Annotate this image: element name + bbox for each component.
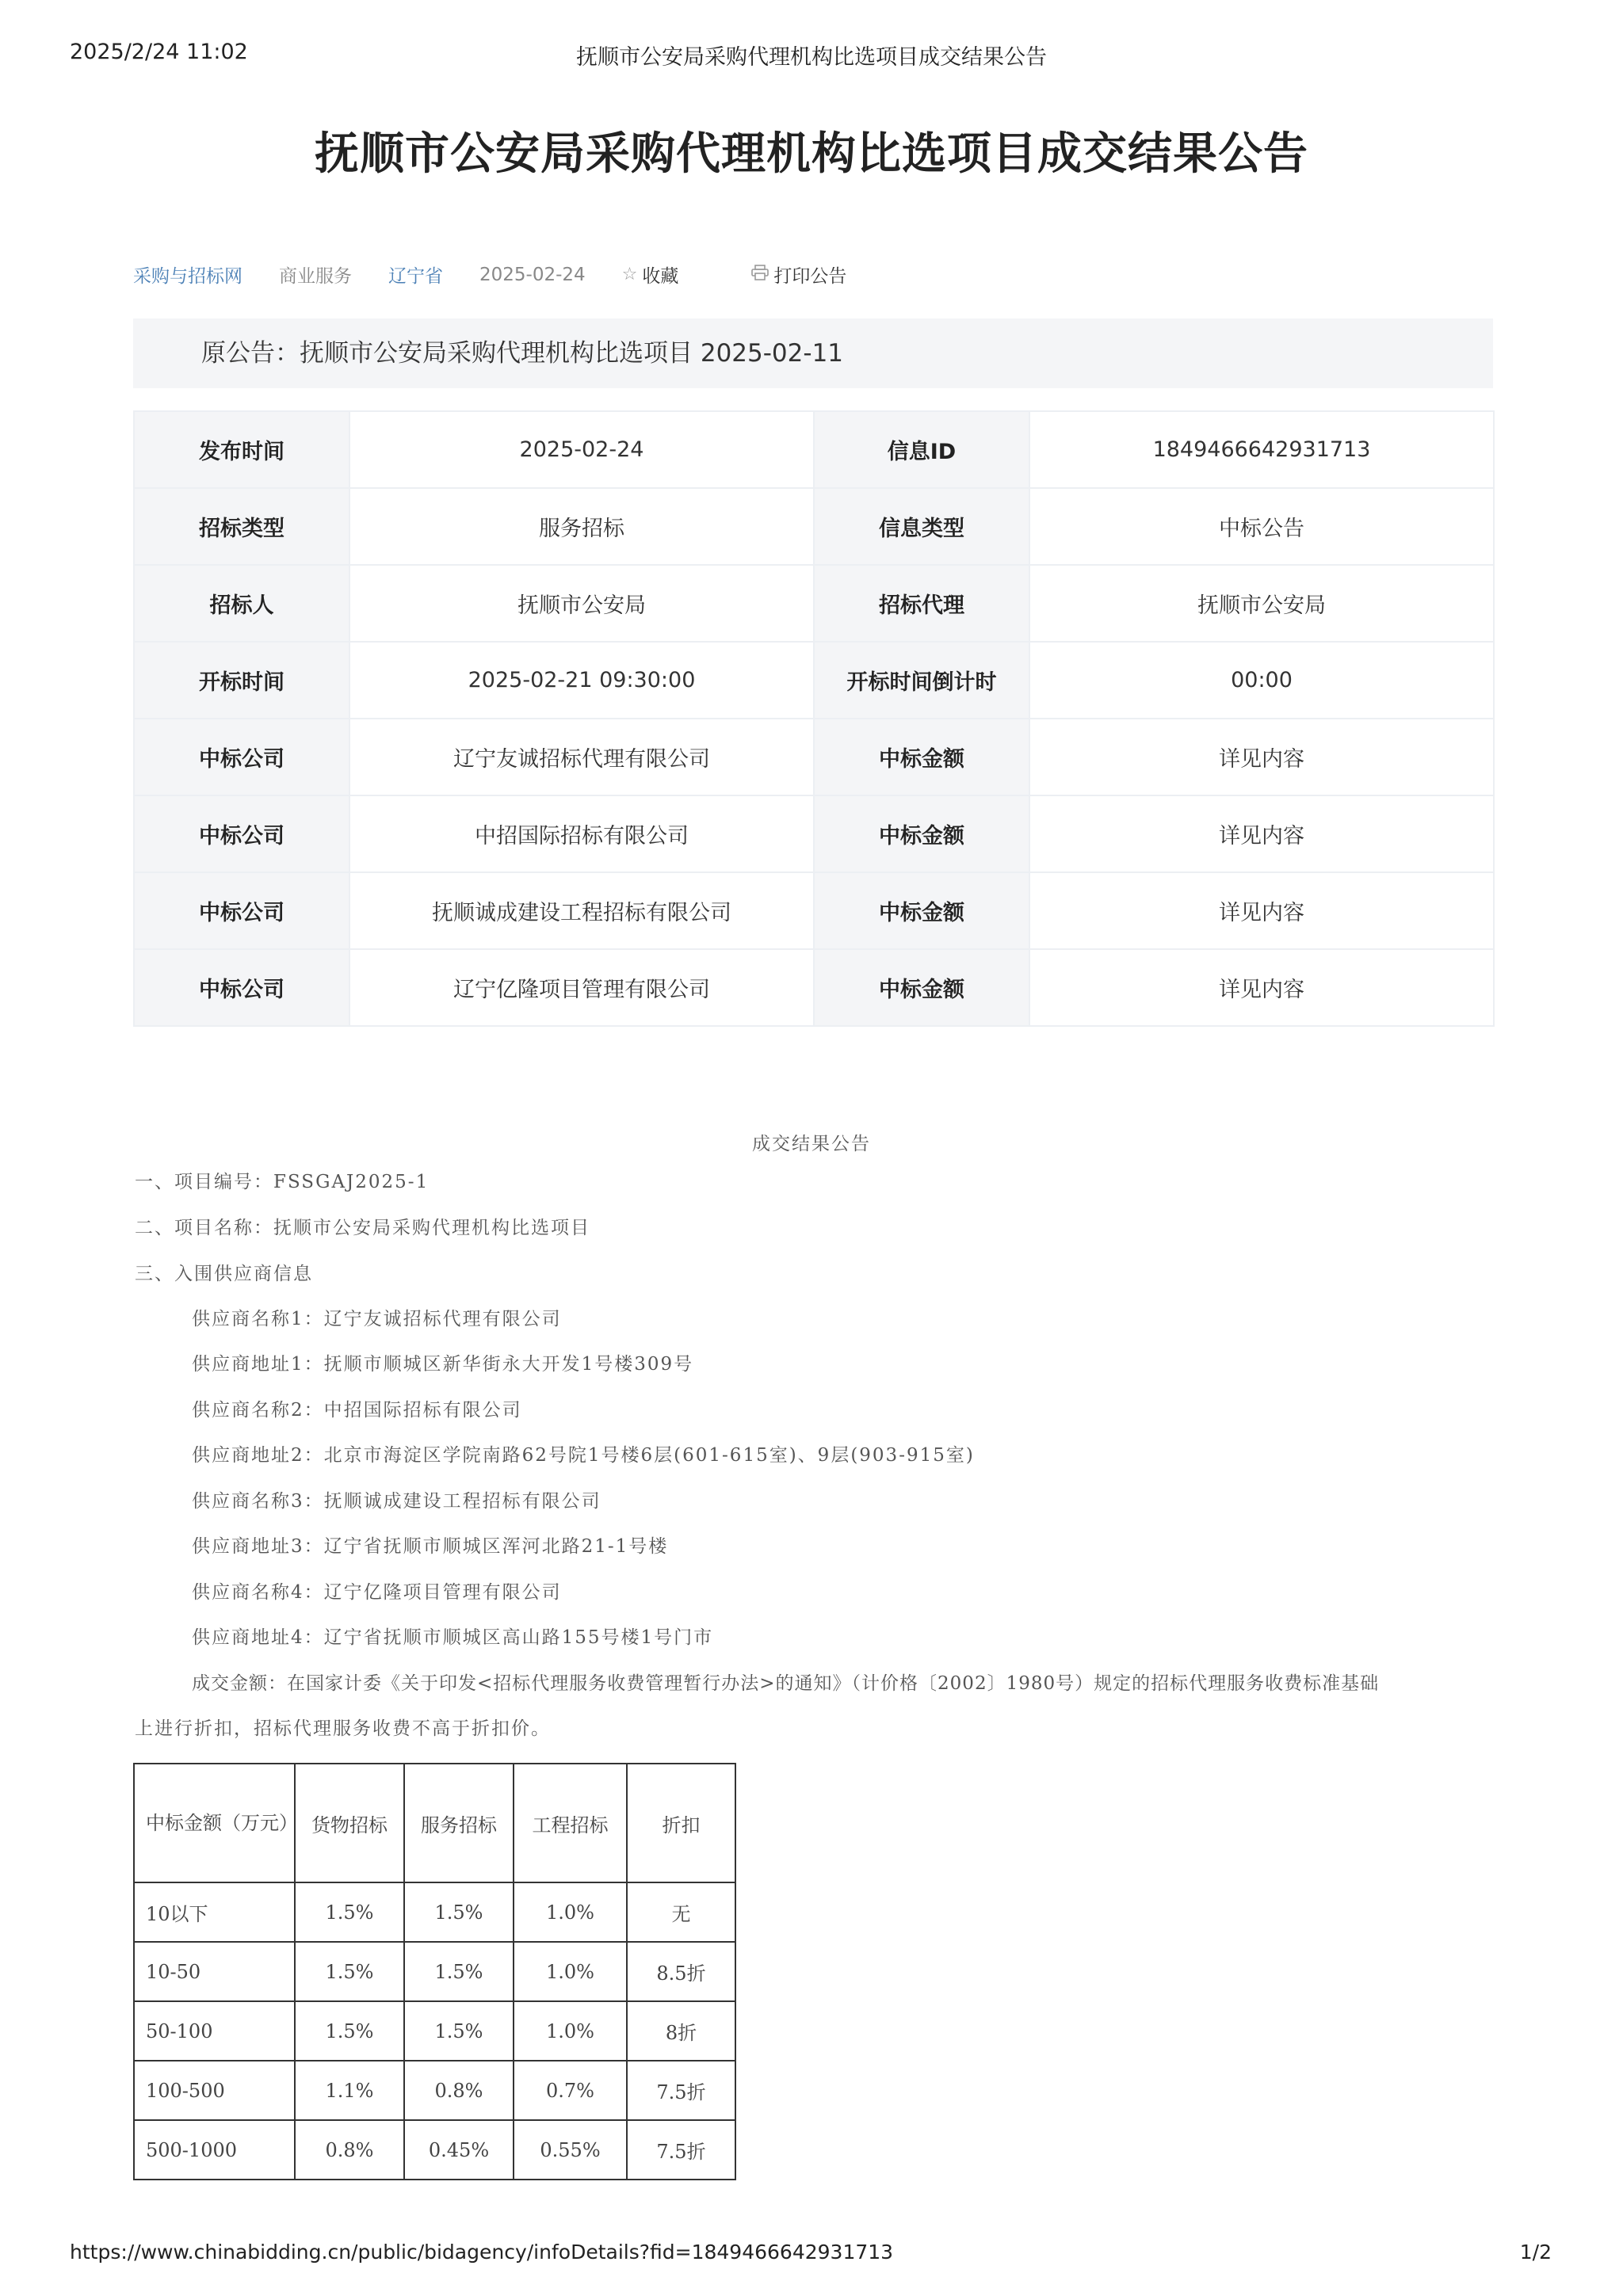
fee-cell: 1.5% — [295, 2001, 404, 2061]
fee-cell: 0.55% — [514, 2120, 627, 2180]
info-label: 开标时间倒计时 — [814, 642, 1029, 719]
amount-text-line1: 成交金额：在国家计委《关于印发<招标代理服务收费管理暂行办法>的通知》（计价格〔2002〕1980号）规定的招标代理服务收费标准基础 — [192, 1673, 1380, 1694]
fee-table-header — [134, 1764, 735, 1882]
info-row — [134, 795, 1494, 872]
fee-header-cell: 服务招标 — [404, 1764, 514, 1882]
fee-header-cell: 中标金额（万元） — [134, 1764, 295, 1882]
info-table — [133, 410, 1495, 1027]
info-value: 辽宁亿隆项目管理有限公司 — [349, 949, 814, 1026]
page-title: 抚顺市公安局采购代理机构比选项目成交结果公告 — [315, 128, 1308, 180]
info-label: 中标公司 — [134, 719, 349, 795]
info-row — [134, 565, 1494, 642]
fee-cell: 8折 — [627, 2001, 735, 2061]
info-label: 信息ID — [814, 411, 1029, 488]
fee-cell: 100-500 — [134, 2061, 295, 2120]
info-label: 招标人 — [134, 565, 349, 642]
fee-row — [134, 1882, 735, 1942]
info-label: 中标金额 — [814, 795, 1029, 872]
fee-row — [134, 1942, 735, 2001]
fee-cell: 1.0% — [514, 1882, 627, 1942]
info-value: 2025-02-24 — [349, 411, 814, 488]
fee-header-cell: 折扣 — [627, 1764, 735, 1882]
info-row — [134, 411, 1494, 488]
fee-cell: 1.0% — [514, 1942, 627, 2001]
info-label: 中标公司 — [134, 949, 349, 1026]
fee-table — [133, 1763, 736, 2180]
fee-cell: 1.5% — [295, 1882, 404, 1942]
fee-cell: 7.5折 — [627, 2120, 735, 2180]
fee-cell: 0.45% — [404, 2120, 514, 2180]
fee-cell: 1.5% — [404, 1942, 514, 2001]
supplier-line: 供应商地址3：辽宁省抚顺市顺城区浑河北路21-1号楼 — [192, 1536, 669, 1557]
fee-cell: 50-100 — [134, 2001, 295, 2061]
fee-cell: 7.5折 — [627, 2061, 735, 2120]
meta-region-link[interactable]: 辽宁省 — [388, 266, 443, 287]
info-value: 1849466642931713 — [1029, 411, 1494, 488]
info-row — [134, 719, 1494, 795]
fee-cell: 无 — [627, 1882, 735, 1942]
fee-cell: 0.8% — [404, 2061, 514, 2120]
info-value: 00:00 — [1029, 642, 1494, 719]
fee-row — [134, 2120, 735, 2180]
info-value: 2025-02-21 09:30:00 — [349, 642, 814, 719]
fee-cell: 8.5折 — [627, 1942, 735, 2001]
fee-cell: 1.1% — [295, 2061, 404, 2120]
supplier-info-heading: 三、入围供应商信息 — [135, 1264, 313, 1284]
section-title: 成交结果公告 — [752, 1134, 871, 1154]
info-label: 招标类型 — [134, 488, 349, 565]
info-value: 抚顺市公安局 — [1029, 565, 1494, 642]
info-value: 详见内容 — [1029, 949, 1494, 1026]
info-row — [134, 488, 1494, 565]
info-label: 信息类型 — [814, 488, 1029, 565]
fee-cell: 0.7% — [514, 2061, 627, 2120]
print-page-title: 抚顺市公安局采购代理机构比选项目成交结果公告 — [576, 45, 1047, 70]
fee-header-cell: 工程招标 — [514, 1764, 627, 1882]
supplier-line: 供应商名称2：中招国际招标有限公司 — [192, 1400, 522, 1421]
print-button[interactable] — [751, 261, 883, 288]
meta-site-link[interactable]: 采购与招标网 — [133, 266, 242, 287]
supplier-line: 供应商地址2：北京市海淀区学院南路62号院1号楼6层(601-615室)、9层(903-915室) — [192, 1445, 975, 1466]
info-row — [134, 642, 1494, 719]
fee-cell: 10以下 — [134, 1882, 295, 1942]
info-value: 中招国际招标有限公司 — [349, 795, 814, 872]
meta-bar — [133, 261, 919, 288]
print-page-number: 1/2 — [1519, 2241, 1552, 2264]
info-label: 招标代理 — [814, 565, 1029, 642]
info-row — [134, 949, 1494, 1026]
supplier-line: 供应商名称4：辽宁亿隆项目管理有限公司 — [192, 1582, 562, 1603]
info-value: 详见内容 — [1029, 795, 1494, 872]
printer-icon — [751, 265, 769, 285]
project-name: 二、项目名称：抚顺市公安局采购代理机构比选项目 — [135, 1218, 590, 1238]
fee-cell: 1.0% — [514, 2001, 627, 2061]
project-number: 一、项目编号：FSSGAJ2025-1 — [135, 1172, 430, 1192]
info-value: 中标公告 — [1029, 488, 1494, 565]
info-value: 辽宁友诚招标代理有限公司 — [349, 719, 814, 795]
fee-cell: 500-1000 — [134, 2120, 295, 2180]
supplier-line: 供应商名称3：抚顺诚成建设工程招标有限公司 — [192, 1491, 601, 1512]
fee-header-cell: 货物招标 — [295, 1764, 404, 1882]
info-value: 服务招标 — [349, 488, 814, 565]
supplier-line: 供应商地址4：辽宁省抚顺市顺城区高山路155号楼1号门市 — [192, 1627, 714, 1648]
info-label: 中标金额 — [814, 872, 1029, 949]
fee-cell: 10-50 — [134, 1942, 295, 2001]
info-label: 开标时间 — [134, 642, 349, 719]
info-label: 中标公司 — [134, 795, 349, 872]
print-footer-url: https://www.chinabidding.cn/public/bidagency/infoDetails?fid=1849466642931713 — [70, 2241, 894, 2264]
info-value: 详见内容 — [1029, 719, 1494, 795]
info-label: 中标公司 — [134, 872, 349, 949]
meta-category: 商业服务 — [279, 266, 352, 287]
info-label: 中标金额 — [814, 719, 1029, 795]
original-notice-link[interactable]: 原公告：抚顺市公安局采购代理机构比选项目 2025-02-11 — [133, 318, 1493, 388]
meta-date: 2025-02-24 — [479, 264, 586, 285]
info-value: 抚顺诚成建设工程招标有限公司 — [349, 872, 814, 949]
favorite-button[interactable] — [622, 261, 716, 288]
fee-row — [134, 2061, 735, 2120]
fee-cell: 1.5% — [295, 1942, 404, 2001]
info-row — [134, 872, 1494, 949]
info-label: 中标金额 — [814, 949, 1029, 1026]
print-label: 打印公告 — [773, 266, 847, 287]
supplier-line: 供应商地址1：抚顺市顺城区新华街永大开发1号楼309号 — [192, 1354, 694, 1375]
supplier-line: 供应商名称1：辽宁友诚招标代理有限公司 — [192, 1309, 562, 1329]
fee-cell: 0.8% — [295, 2120, 404, 2180]
info-value: 详见内容 — [1029, 872, 1494, 949]
print-datetime: 2025/2/24 11:02 — [70, 40, 248, 64]
info-value: 抚顺市公安局 — [349, 565, 814, 642]
fee-cell: 1.5% — [404, 1882, 514, 1942]
star-icon: ☆ — [621, 265, 638, 284]
fee-row — [134, 2001, 735, 2061]
amount-text-line2: 上进行折扣，招标代理服务收费不高于折扣价。 — [135, 1718, 551, 1739]
fee-cell: 1.5% — [404, 2001, 514, 2061]
favorite-label: 收藏 — [642, 266, 679, 287]
info-label: 发布时间 — [134, 411, 349, 488]
